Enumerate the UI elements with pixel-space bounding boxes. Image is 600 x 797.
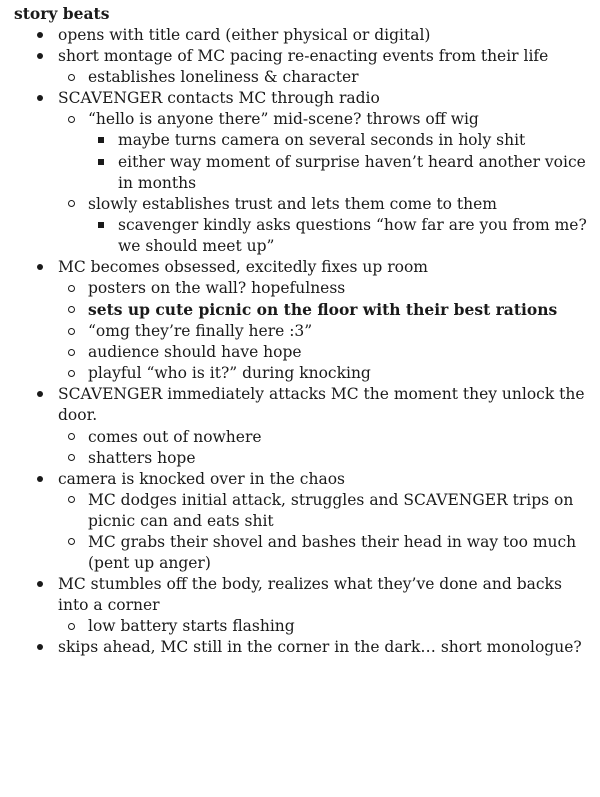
sub-sub-list: [88, 130, 588, 193]
list-item: [14, 46, 588, 88]
sub-list: [58, 109, 588, 257]
list-item: [58, 448, 588, 469]
list-item-text: MC becomes obsessed, excitedly fixes up room: [58, 257, 429, 276]
bullet-circle-icon: [68, 532, 75, 553]
list-item-text: playful “who is it?” during knocking: [88, 364, 371, 383]
bullet-dot-icon: [37, 46, 43, 67]
list-item: [14, 637, 588, 658]
list-item-text: establishes loneliness & character: [88, 68, 359, 87]
bullet-dot-icon: [37, 25, 43, 46]
bullet-circle-icon: [68, 299, 75, 320]
list-item-text: opens with title card (either physical or digital): [58, 26, 431, 45]
bullet-dot-icon: [37, 469, 43, 490]
list-item: [58, 299, 588, 321]
list-item: [58, 363, 588, 384]
list-item-text: “omg they’re finally here :3”: [88, 322, 313, 341]
bullet-circle-icon: [68, 363, 75, 384]
bullet-circle-icon: [68, 278, 75, 299]
list-item: [58, 278, 588, 299]
bullet-circle-icon: [68, 67, 75, 88]
list-item: [58, 342, 588, 363]
list-item-text: scavenger kindly asks questions “how far are you from me? we should meet up”: [118, 215, 587, 255]
list-item: [58, 490, 588, 532]
list-item: [14, 25, 588, 46]
list-item-text: “hello is anyone there” mid-scene? throws off wig: [88, 110, 479, 129]
list-item-text: MC dodges initial attack, struggles and SCAVENGER trips on picnic can and eats shit: [88, 490, 574, 530]
bullet-circle-icon: [68, 321, 75, 342]
bullet-square-icon: [98, 130, 104, 151]
list-item-text: low battery starts flashing: [88, 617, 295, 636]
bullet-dot-icon: [37, 637, 43, 658]
list-item: [14, 574, 588, 637]
doc-heading: story beats: [14, 4, 110, 23]
list-item-text: audience should have hope: [88, 343, 302, 362]
bullet-circle-icon: [68, 109, 75, 130]
list-item-text: SCAVENGER contacts MC through radio: [58, 89, 380, 108]
bullet-circle-icon: [68, 194, 75, 215]
list-item: [58, 532, 588, 574]
list-item: [58, 194, 588, 257]
list-item-text: maybe turns camera on several seconds in holy shit: [118, 131, 526, 150]
list-item: [58, 321, 588, 342]
bullet-dot-icon: [37, 574, 43, 595]
list-item-text: comes out of nowhere: [88, 427, 262, 446]
sub-list: [58, 67, 588, 88]
list-item: [58, 67, 588, 88]
list-item-text: SCAVENGER immediately attacks MC the moment they unlock the door.: [58, 385, 585, 425]
list-item-text: skips ahead, MC still in the corner in the dark… short monologue?: [58, 638, 582, 657]
list-item: [88, 152, 588, 194]
list-item: [14, 257, 588, 384]
list-item: [58, 427, 588, 448]
list-item-text: shatters hope: [88, 448, 196, 467]
bullet-square-icon: [98, 215, 104, 236]
bullet-circle-icon: [68, 427, 75, 448]
list-item-text: camera is knocked over in the chaos: [58, 469, 345, 488]
list-item: [58, 109, 588, 193]
list-item: [88, 130, 588, 151]
sub-sub-list: [88, 215, 588, 257]
list-item-text: either way moment of surprise haven’t heard another voice in months: [118, 152, 586, 192]
bullet-circle-icon: [68, 616, 75, 637]
sub-list: [58, 616, 588, 637]
bullet-circle-icon: [68, 490, 75, 511]
list-item: [58, 616, 588, 637]
bullet-circle-icon: [68, 448, 75, 469]
bullet-dot-icon: [37, 384, 43, 405]
list-item: [14, 88, 588, 257]
sub-list: [58, 490, 588, 574]
list-item-text: slowly establishes trust and lets them come to them: [88, 194, 498, 213]
bullet-dot-icon: [37, 257, 43, 278]
list-item: [14, 384, 588, 468]
list-item: [88, 215, 588, 257]
bullet-dot-icon: [37, 88, 43, 109]
list-item-text: short montage of MC pacing re-enacting events from their life: [58, 47, 549, 66]
list-item-text: MC grabs their shovel and bashes their head in way too much (pent up anger): [88, 532, 577, 573]
bullet-circle-icon: [68, 342, 75, 363]
sub-list: [58, 427, 588, 469]
beat-list: [14, 25, 588, 658]
list-item: [14, 469, 588, 574]
list-item-text-bold: sets up cute picnic on the floor with their best rations: [88, 300, 558, 320]
bullet-square-icon: [98, 152, 104, 173]
sub-list: [58, 278, 588, 384]
list-item-text: posters on the wall? hopefulness: [88, 279, 346, 298]
list-item-text: MC stumbles off the body, realizes what they’ve done and backs into a corner: [58, 575, 562, 615]
